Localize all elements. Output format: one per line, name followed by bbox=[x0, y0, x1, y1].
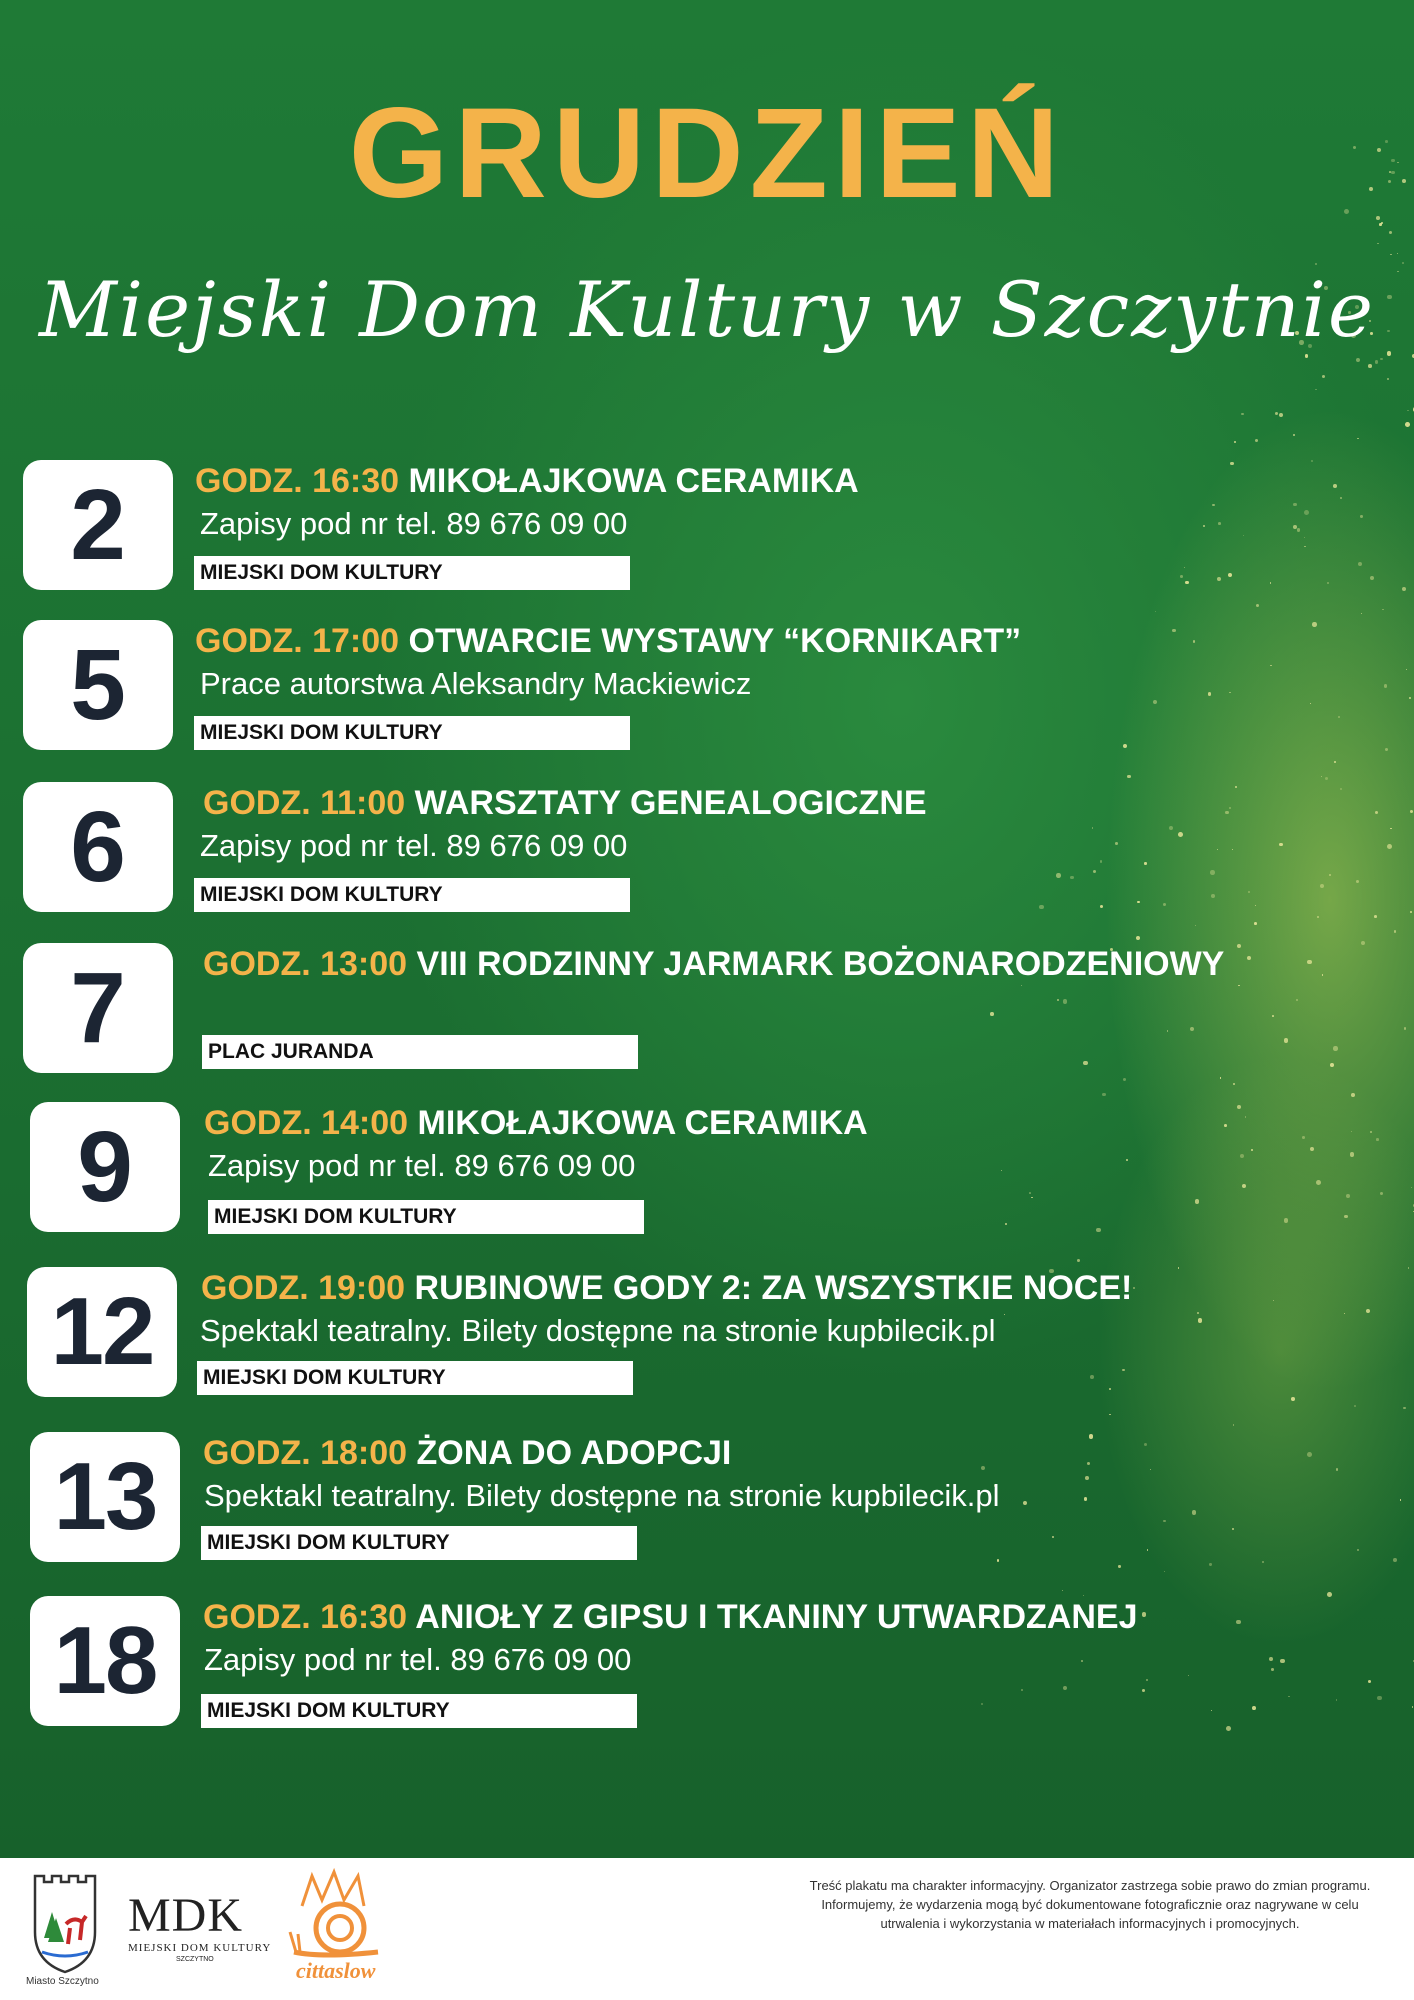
event-venue: MIEJSKI DOM KULTURY bbox=[194, 878, 630, 912]
event-heading bbox=[195, 622, 1021, 661]
event-heading bbox=[203, 1434, 731, 1473]
sparkle-dot bbox=[1234, 441, 1236, 443]
sparkle-dot bbox=[1351, 1093, 1355, 1097]
event-description: Zapisy pod nr tel. 89 676 09 00 bbox=[200, 828, 628, 863]
event-name: OTWARCIE WYSTAWY “KORNIKART” bbox=[408, 622, 1022, 660]
sparkle-dot bbox=[1394, 930, 1396, 932]
mdk-logo bbox=[128, 1888, 272, 1968]
sparkle-dot bbox=[1375, 360, 1379, 364]
event-item bbox=[0, 943, 1414, 1083]
sparkle-dot bbox=[1256, 604, 1259, 607]
sparkle-dot bbox=[1155, 611, 1156, 612]
sparkle-dot bbox=[1407, 410, 1408, 411]
sparkle-dot bbox=[1403, 1407, 1406, 1410]
event-item bbox=[0, 1596, 1414, 1736]
sparkle-dot bbox=[1390, 254, 1392, 256]
event-venue: MIEJSKI DOM KULTURY bbox=[194, 556, 630, 590]
event-time: GODZ. 11:00 bbox=[203, 784, 406, 822]
event-description: Prace autorstwa Aleksandry Mackiewicz bbox=[200, 666, 752, 701]
sparkle-dot bbox=[1233, 1424, 1234, 1425]
sparkle-dot bbox=[1195, 925, 1196, 926]
event-heading bbox=[203, 784, 927, 823]
event-description: Spektakl teatralny. Bilety dostępne na stronie kupbilecik.pl bbox=[200, 1313, 996, 1348]
event-heading bbox=[201, 1269, 1132, 1308]
event-time: GODZ. 13:00 bbox=[203, 945, 408, 983]
event-name: ANIOŁY Z GIPSU I TKANINY UTWARDZANEJ bbox=[415, 1598, 1138, 1636]
mdk-logo-line1: MIEJSKI DOM KULTURY bbox=[128, 1942, 272, 1954]
footer bbox=[0, 1858, 1414, 2000]
event-item bbox=[0, 460, 1414, 600]
sparkle-dot bbox=[1361, 613, 1362, 614]
sparkle-dot bbox=[1241, 413, 1244, 416]
event-name: WARSZTATY GENEALOGICZNE bbox=[414, 784, 927, 822]
sparkle-dot bbox=[1127, 775, 1131, 779]
sparkle-dot bbox=[1357, 438, 1358, 439]
event-day-box: 12 bbox=[27, 1267, 177, 1397]
event-item bbox=[0, 1267, 1414, 1407]
sparkle-dot bbox=[1322, 375, 1325, 378]
event-time: GODZ. 17:00 bbox=[195, 622, 400, 660]
event-heading bbox=[204, 1104, 868, 1143]
event-item bbox=[0, 782, 1414, 922]
sparkle-dot bbox=[1405, 422, 1410, 427]
event-item bbox=[0, 1432, 1414, 1572]
event-description: Zapisy pod nr tel. 89 676 09 00 bbox=[200, 506, 628, 541]
event-heading bbox=[203, 945, 1224, 984]
mdk-logo-line2: SZCZYTNO bbox=[176, 1956, 214, 1963]
sparkle-dot bbox=[1077, 1259, 1080, 1262]
city-logo-label: Miasto Szczytno bbox=[26, 1976, 99, 1987]
event-day-box: 7 bbox=[23, 943, 173, 1073]
sparkle-dot bbox=[1389, 231, 1392, 234]
sparkle-dot bbox=[1293, 434, 1295, 436]
sparkle-dot bbox=[1305, 354, 1308, 357]
event-day-box: 9 bbox=[30, 1102, 180, 1232]
sparkle-dot bbox=[1255, 439, 1258, 442]
disclaimer-text: Treść plakatu ma charakter informacyjny. Organizator zastrzega sobie prawo do zmian programu. Informujemy, że wydarzenia mogą być dokumentowane fotograficznie oraz nagrywane w celu utrwalenia i wykorzystania w materiałach informacyjnych i promocyjnych. bbox=[809, 1878, 1371, 1931]
sparkle-dot bbox=[1387, 378, 1389, 380]
sparkle-dot bbox=[1136, 936, 1140, 940]
event-day-box: 13 bbox=[30, 1432, 180, 1562]
sparkle-dot bbox=[1377, 243, 1379, 245]
event-day-box: 2 bbox=[23, 460, 173, 590]
event-heading bbox=[203, 1598, 1138, 1637]
sparkle-dot bbox=[1109, 1414, 1110, 1415]
event-time: GODZ. 19:00 bbox=[201, 1269, 406, 1307]
event-venue: MIEJSKI DOM KULTURY bbox=[201, 1694, 637, 1728]
event-description: Spektakl teatralny. Bilety dostępne na stronie kupbilecik.pl bbox=[204, 1478, 1000, 1513]
city-crest-icon bbox=[30, 1872, 100, 1982]
sparkle-dot bbox=[1402, 262, 1404, 264]
event-time: GODZ. 16:30 bbox=[195, 462, 400, 500]
sparkle-dot bbox=[1397, 253, 1398, 254]
sparkle-dot bbox=[1356, 358, 1360, 362]
sparkle-dot bbox=[1315, 389, 1316, 390]
event-time: GODZ. 14:00 bbox=[204, 1104, 409, 1142]
event-name: MIKOŁAJKOWA CERAMIKA bbox=[417, 1104, 868, 1142]
event-venue: PLAC JURANDA bbox=[202, 1035, 638, 1069]
sparkle-dot bbox=[1321, 776, 1322, 777]
mdk-logo-letters: MDK bbox=[128, 1889, 244, 1942]
sparkle-dot bbox=[1325, 777, 1328, 780]
sparkle-dot bbox=[1382, 609, 1383, 610]
event-item bbox=[0, 620, 1414, 760]
sparkle-dot bbox=[1279, 413, 1283, 417]
sparkle-dot bbox=[1334, 761, 1336, 763]
sparkle-dot bbox=[1062, 1590, 1063, 1591]
event-time: GODZ. 18:00 bbox=[203, 1434, 408, 1472]
sparkle-dot bbox=[1233, 1083, 1235, 1085]
sparkle-dot bbox=[1275, 412, 1278, 415]
event-name: VIII RODZINNY JARMARK BOŻONARODZENIOWY bbox=[416, 945, 1225, 983]
sparkle-dot bbox=[1368, 364, 1372, 368]
page-subtitle: Miejski Dom Kultury w Szczytnie bbox=[38, 265, 1375, 354]
sparkle-dot bbox=[1102, 1093, 1105, 1096]
event-day-box: 5 bbox=[23, 620, 173, 750]
event-heading bbox=[195, 462, 859, 501]
event-name: ŻONA DO ADOPCJI bbox=[416, 1434, 732, 1472]
event-time: GODZ. 16:30 bbox=[203, 1598, 408, 1636]
event-venue: MIEJSKI DOM KULTURY bbox=[208, 1200, 644, 1234]
cittaslow-logo-label: cittaslow bbox=[296, 1958, 376, 1983]
event-name: MIKOŁAJKOWA CERAMIKA bbox=[408, 462, 859, 500]
event-day-box: 6 bbox=[23, 782, 173, 912]
event-venue: MIEJSKI DOM KULTURY bbox=[194, 716, 630, 750]
sparkle-dot bbox=[1380, 358, 1383, 361]
event-venue: MIEJSKI DOM KULTURY bbox=[197, 1361, 633, 1395]
event-description: Zapisy pod nr tel. 89 676 09 00 bbox=[204, 1642, 632, 1677]
page-title: GRUDZIEŃ bbox=[348, 82, 1066, 225]
event-venue: MIEJSKI DOM KULTURY bbox=[201, 1526, 637, 1560]
event-name: RUBINOWE GODY 2: ZA WSZYSTKIE NOCE! bbox=[414, 1269, 1133, 1307]
event-item bbox=[0, 1102, 1414, 1242]
sparkle-dot bbox=[1254, 922, 1257, 925]
event-day-box: 18 bbox=[30, 1596, 180, 1726]
event-description: Zapisy pod nr tel. 89 676 09 00 bbox=[208, 1148, 636, 1183]
